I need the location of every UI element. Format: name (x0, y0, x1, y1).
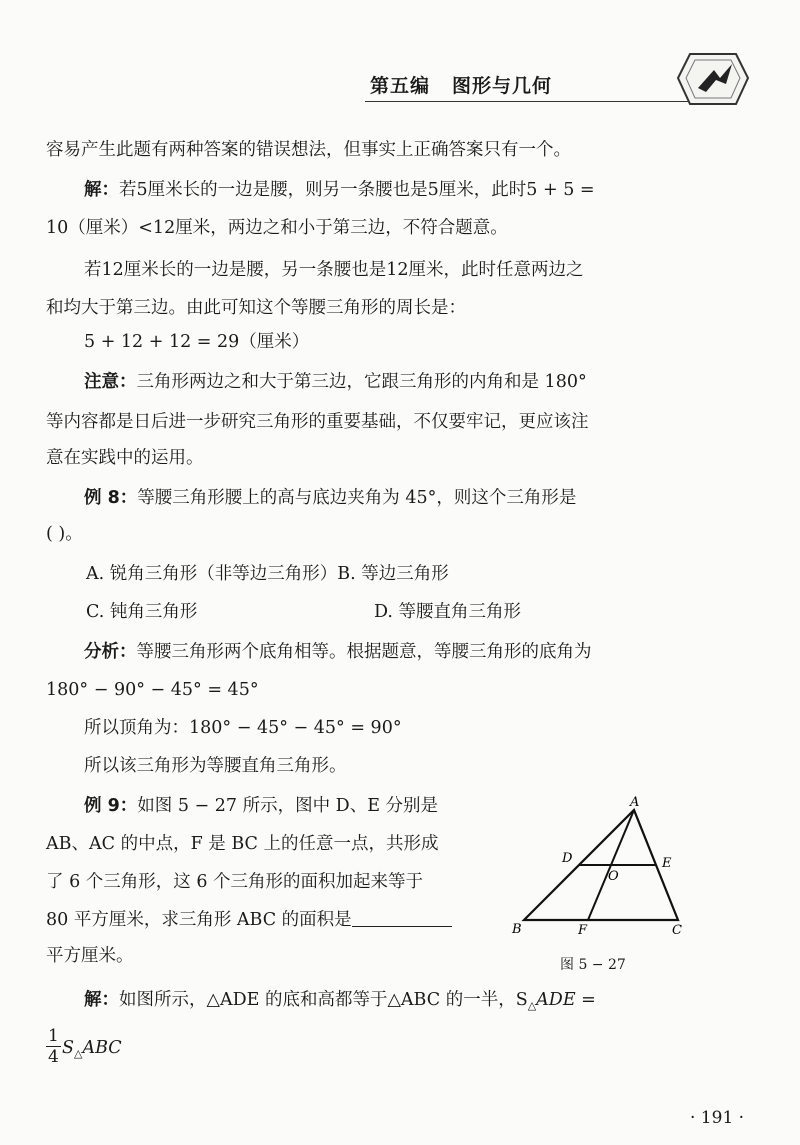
triangle-figure (508, 792, 700, 942)
header-emblem-icon (676, 48, 750, 110)
text-line: 了 6 个三角形，这 6 个三角形的面积加起来等于 (46, 872, 424, 892)
option-c: C. 钝角三角形 (86, 602, 198, 622)
area-expression: $S_\triangle ABC$ (62, 1038, 122, 1060)
label-f: F (578, 923, 588, 938)
text-line: 解：如图所示，△ADE 的底和高都等于△ABC 的一半，$S_\triangle ADE$ = (84, 990, 596, 1012)
text-line: 解：若5厘米长的一边是腰，则另一条腰也是5厘米，此时5 + 5 = (84, 180, 595, 200)
text-line: 分析：等腰三角形两个底角相等。根据题意，等腰三角形的底角为 (84, 642, 592, 662)
text-line: 等内容都是日后进一步研究三角形的重要基础，不仅要牢记，更应该注 (46, 412, 589, 432)
text-line: AB、AC 的中点，F 是 BC 上的任意一点，共形成 (46, 834, 439, 854)
answer-blank (352, 908, 452, 927)
text-line: 180° − 90° − 45° = 45° (46, 680, 259, 700)
figure-caption: 图 5 − 27 (560, 957, 626, 973)
text-line: 10（厘米）<12厘米，两边之和小于第三边，不符合题意。 (46, 218, 508, 238)
chapter-label: 第五编 (370, 75, 431, 97)
section-label: 图形与几何 (452, 75, 553, 97)
header-rule (365, 101, 695, 102)
text-line: 意在实践中的运用。 (46, 448, 204, 468)
example-9-title: 例 9：如图 5 − 27 所示，图中 D、E 分别是 (84, 796, 439, 816)
label-c: C (672, 923, 682, 938)
label-a: A (630, 795, 640, 810)
label-d: D (562, 851, 573, 866)
answer-bracket: ( )。 (46, 524, 83, 544)
fraction-one-quarter: $\frac{1}{4}$ (48, 1026, 59, 1067)
text-line: 容易产生此题有两种答案的错误想法，但事实上正确答案只有一个。 (46, 140, 571, 160)
option-a-b: A. 锐角三角形（非等边三角形）B. 等边三角形 (86, 564, 449, 584)
label-o: O (608, 869, 619, 884)
page-number: · 191 · (690, 1108, 745, 1128)
text-line: 若12厘米长的一边是腰，另一条腰也是12厘米，此时任意两边之 (84, 260, 584, 280)
text-line: 平方厘米。 (46, 946, 134, 966)
text-line: 80 平方厘米，求三角形 ABC 的面积是 (46, 908, 452, 932)
option-d: D. 等腰直角三角形 (374, 602, 522, 622)
text-line: 所以顶角为：180° − 45° − 45° = 90° (84, 718, 402, 738)
label-b: B (512, 922, 522, 937)
example-8-title: 例 8：等腰三角形腰上的高与底边夹角为 45°，则这个三角形是 (84, 488, 577, 508)
text-line: 5 + 12 + 12 = 29（厘米） (84, 332, 310, 352)
text-line: 和均大于第三边。由此可知这个等腰三角形的周长是： (46, 298, 466, 318)
text-line: 注意：三角形两边之和大于第三边，它跟三角形的内角和是 180° (84, 372, 587, 392)
text-line: 所以该三角形为等腰直角三角形。 (84, 756, 347, 776)
label-e: E (662, 856, 672, 871)
chapter-header (370, 71, 552, 98)
